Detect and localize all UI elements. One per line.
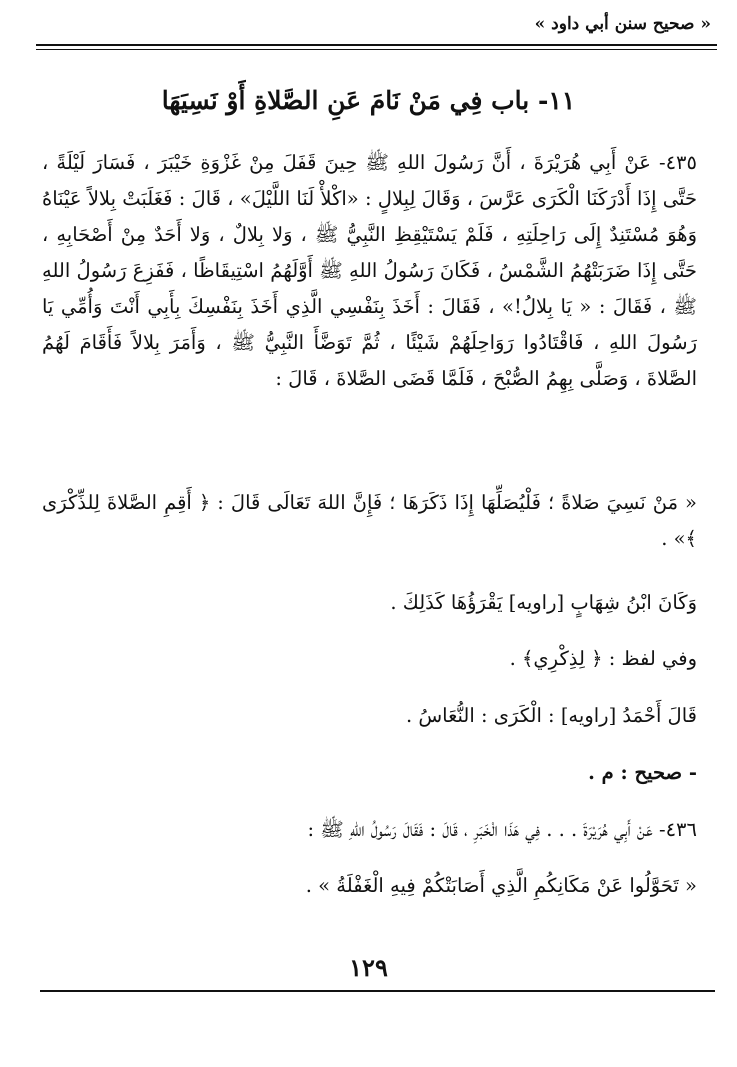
chapter-title: ١١- باب فِي مَنْ نَامَ عَنِ الصَّلاةِ أَوْ نَسِيَهَا <box>161 86 576 115</box>
page-number: ١٢٩ <box>349 953 388 982</box>
grading-note: - صحيح : م . <box>588 761 697 784</box>
header-rule-thin <box>36 49 717 50</box>
variant-reading: وفي لفظ : ﴿ لِذِكْرِي﴾ . <box>509 647 697 670</box>
word-gloss: قَالَ أَحْمَدُ [راويه] : الْكَرَى : النُّعَاسُ . <box>405 704 697 727</box>
running-title: « صحيح سنن أبي داود » <box>534 14 711 34</box>
header-rule-thick <box>36 44 717 46</box>
hadith-435-text: ٤٣٥- عَنْ أَبِي هُرَيْرَةَ ، أَنَّ رَسُولَ اللهِ ﷺ حِينَ قَفَلَ مِنْ غَزْوَةِ خَيْبَرَ ، فَسَارَ لَيْلَةً ، حَتَّى إِذَا أَدْرَكَنَا الْكَرَى عَرَّسَ ، وَقَالَ لِبِلالٍ : «اكْلأْ لَنَا اللَّيْلَ» ، قَالَ : فَغَلَبَتْ بِلالاً عَيْنَاهُ وَهُوَ مُسْتَنِدٌ إِلَى رَاحِلَتِهِ ، فَلَمْ يَسْتَيْقِظِ النَّبِيُّ ﷺ ، وَلا بِلالٌ ، وَلا أَحَدٌ مِنْ أَصْحَابِهِ ، حَتَّى إِذَا ضَرَبَتْهُمُ الشَّمْسُ ، فَكَانَ رَسُولُ اللهِ ﷺ أَوَّلَهُمُ اسْتِيقَاظًا ، فَفَزِعَ رَسُولُ اللهِ ﷺ ، فَقَالَ : « يَا بِلالُ!» ، فَقَالَ : أَخَذَ بِنَفْسِي الَّذِي أَخَذَ بِنَفْسِكَ بِأَبِي أَنْتَ وَأُمِّي يَا رَسُولَ اللهِ ، فَاقْتَادُوا رَوَاحِلَهُمْ شَيْئًا ، ثُمَّ تَوَضَّأَ النَّبِيُّ ﷺ ، وَأَمَرَ بِلالاً فَأَقَامَ لَهُمُ الصَّلاةَ ، وَصَلَّى بِهِمُ الصُّبْحَ ، فَلَمَّا قَضَى الصَّلاةَ ، قَالَ : <box>42 151 697 390</box>
narrator-note: وَكَانَ ابْنُ شِهَابٍ [راويه] يَقْرَؤُهَا كَذَلِكَ . <box>390 591 697 614</box>
hadith-436-quote: « تَحَوَّلُوا عَنْ مَكَانِكُمِ الَّذِي أَصَابَتْكُمْ فِيهِ الْغَفْلَةُ » . <box>305 874 697 897</box>
hadith-435-quote: « مَنْ نَسِيَ صَلاةً ؛ فَلْيُصَلِّهَا إِذَا ذَكَرَهَا ؛ فَإِنَّ اللهَ تَعَالَى قَالَ : ﴿ أَقِمِ الصَّلاةَ لِلذِّكْرَى ﴾» . <box>42 491 697 550</box>
hadith-436-text: ٤٣٦- عَنْ أَبِي هُرَيْرَةَ . . . فِي هَذَا الْخَبَرِ ، قَالَ : فَقَالَ رَسُولُ اللهِ ﷺ : <box>307 818 697 841</box>
footer-rule <box>40 990 715 992</box>
